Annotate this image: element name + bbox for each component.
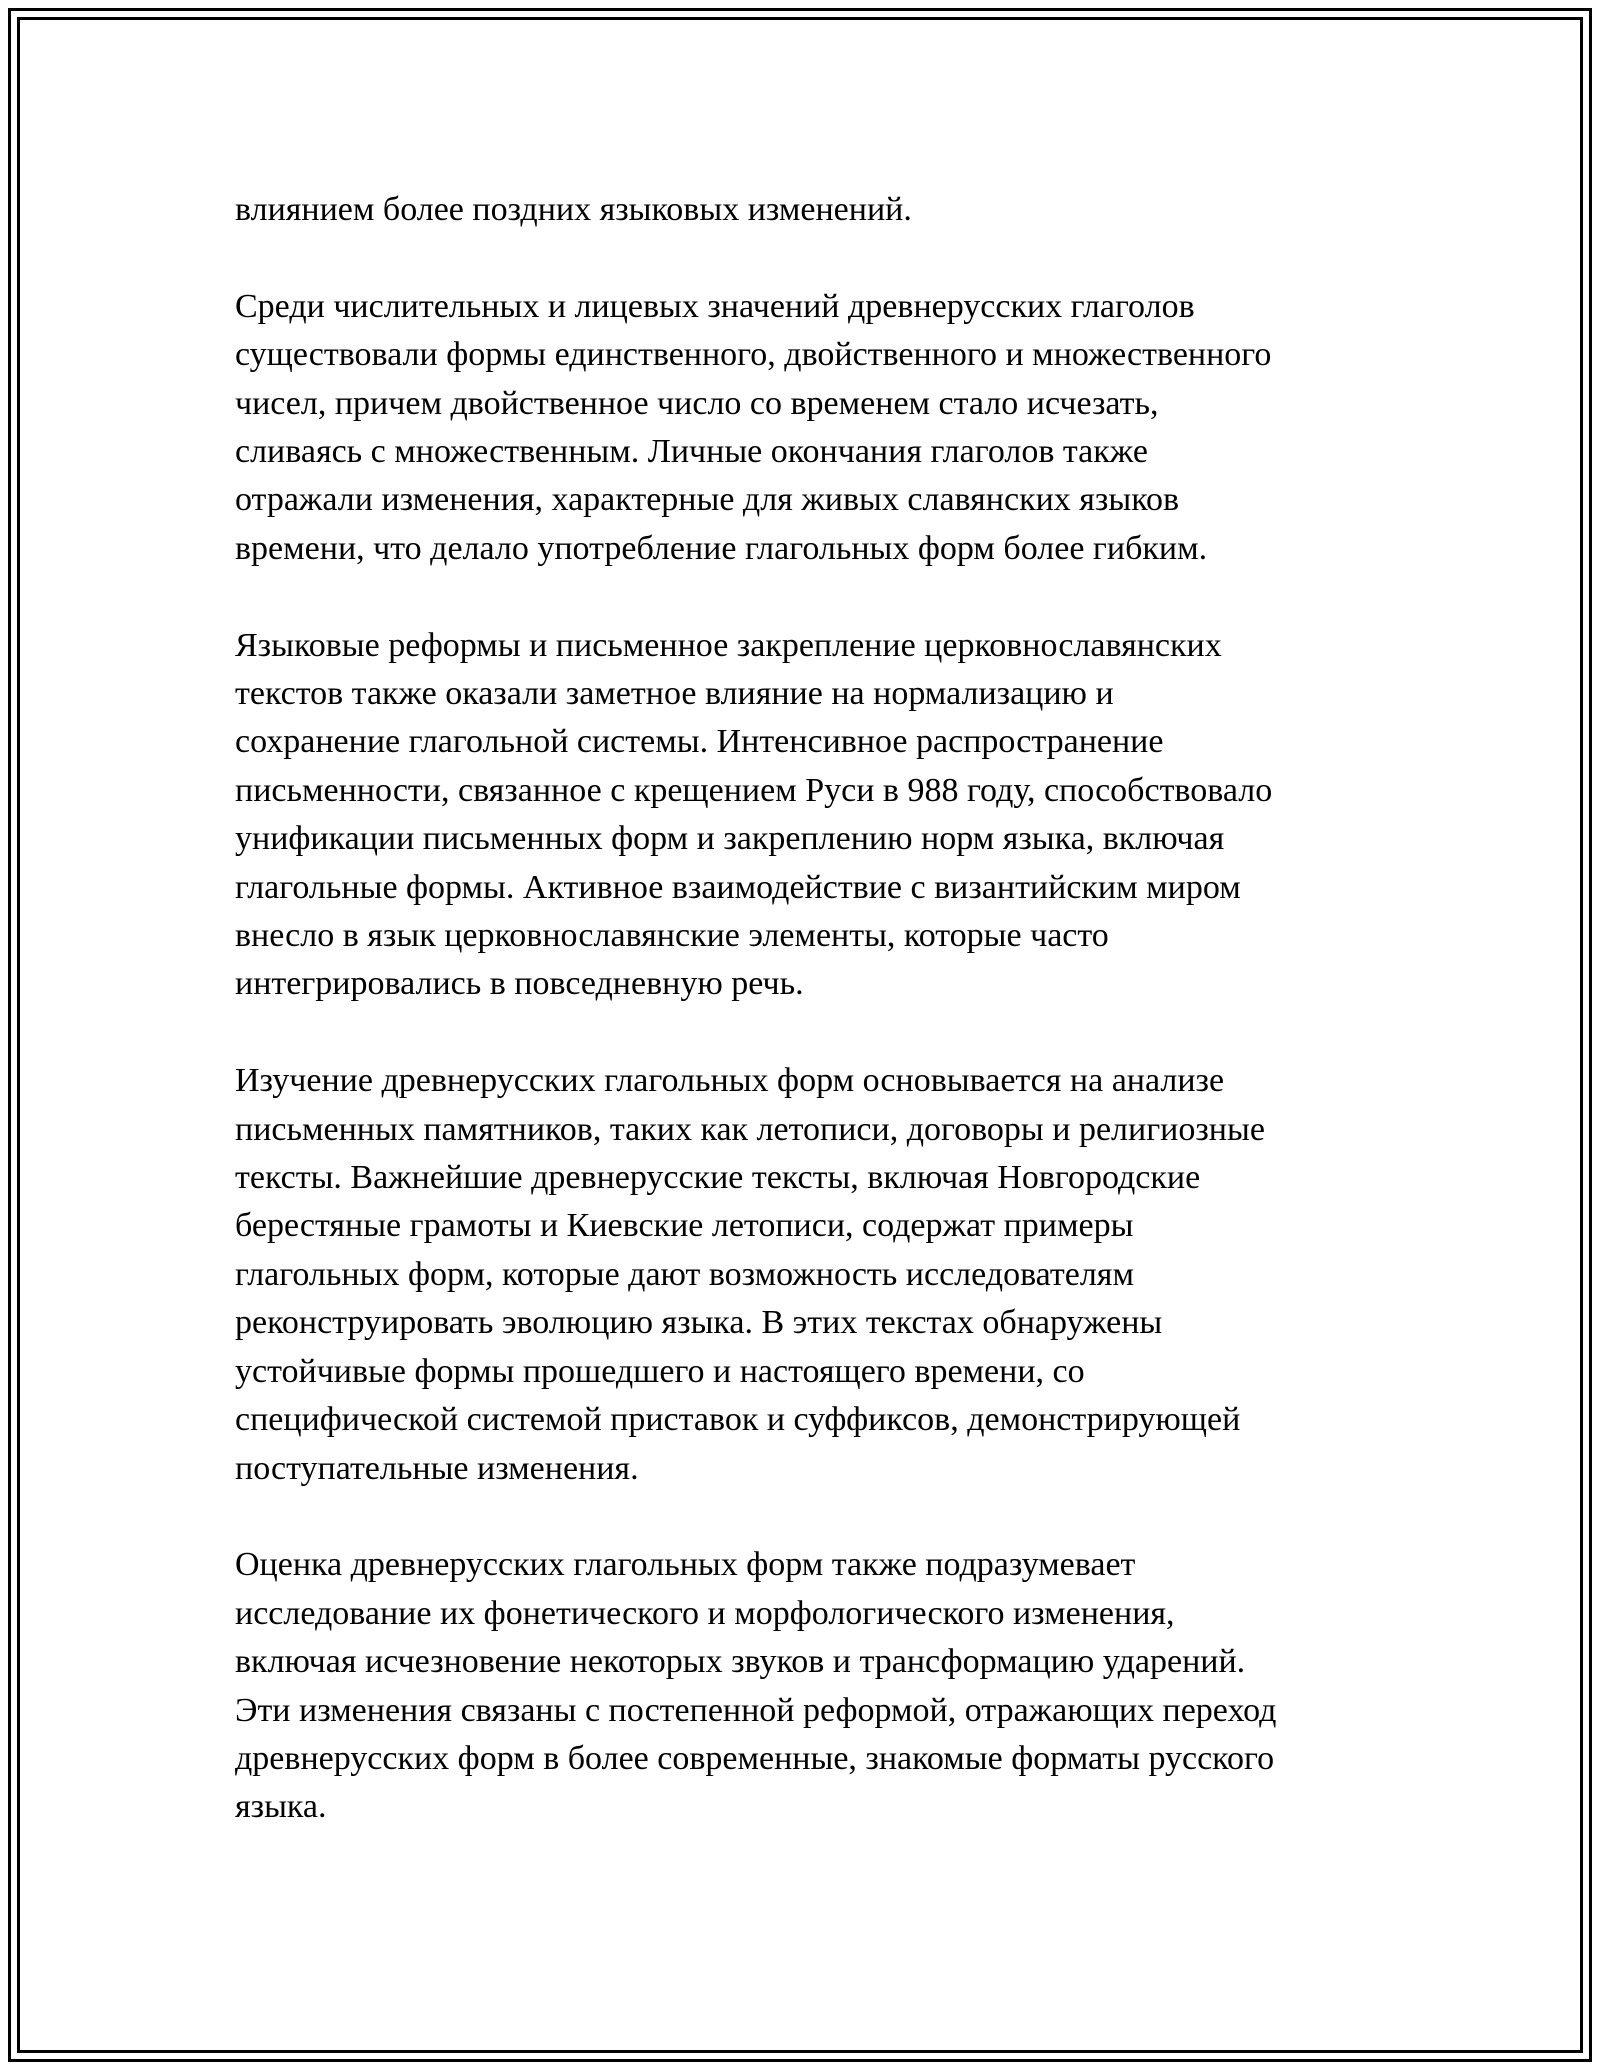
text-line: письменных памятников, таких как летописи, договоры и религиозные	[235, 1110, 1265, 1148]
paragraph	[235, 622, 1365, 1009]
paragraph	[235, 186, 1365, 234]
text-line: сохранение глагольной системы. Интенсивное распространение	[235, 723, 1164, 761]
text-line: Изучение древнерусских глагольных форм основывается на анализе	[235, 1062, 1225, 1100]
text-line: древнерусских форм в более современные, знакомые форматы русского	[235, 1739, 1275, 1777]
text-line: Оценка древнерусских глагольных форм также подразумевает	[235, 1546, 1136, 1584]
text-line: влиянием более поздних языковых изменений.	[235, 191, 912, 228]
text-line: сливаясь с множественным. Личные окончания глаголов также	[235, 433, 1148, 471]
text-line: внесло в язык церковнославянские элементы, которые часто	[235, 917, 1109, 955]
paragraph	[235, 1541, 1365, 1831]
document-body	[235, 186, 1365, 1880]
text-line: Среди числительных и лицевых значений древнерусских глаголов	[235, 287, 1195, 325]
text-line: чисел, причем двойственное число со временем стало исчезать,	[235, 384, 1159, 422]
text-line: глагольных форм, которые дают возможность исследователям	[235, 1255, 1134, 1293]
text-line: исследование их фонетического и морфологического изменения,	[235, 1594, 1175, 1632]
text-line: реконструировать эволюцию языка. В этих текстах обнаружены	[235, 1304, 1163, 1342]
text-line: поступательные изменения.	[235, 1449, 639, 1487]
text-line: интегрировались в повседневную речь.	[235, 965, 804, 1003]
text-line: включая исчезновение некоторых звуков и трансформацию ударений.	[235, 1643, 1246, 1681]
text-line: устойчивые формы прошедшего и настоящего времени, со	[235, 1352, 1085, 1390]
text-line: специфической системой приставок и суффиксов, демонстрирующей	[235, 1401, 1241, 1439]
paragraph	[235, 1057, 1365, 1493]
text-line: текстов также оказали заметное влияние на нормализацию и	[235, 675, 1114, 713]
text-line: времени, что делало употребление глагольных форм более гибким.	[235, 529, 1208, 567]
text-line: отражали изменения, характерные для живых славянских языков	[235, 481, 1180, 519]
text-line: глагольные формы. Активное взаимодействие с византийским миром	[235, 868, 1241, 906]
text-line: письменности, связанное с крещением Руси в 988 году, способствовало	[235, 771, 1273, 809]
text-line: языка.	[235, 1788, 327, 1826]
text-line: Эти изменения связаны с постепенной реформой, отражающих переход	[235, 1691, 1277, 1729]
text-line: тексты. Важнейшие древнерусские тексты, включая Новгородские	[235, 1159, 1201, 1197]
text-line: унификации письменных форм и закреплению норм языка, включая	[235, 820, 1225, 858]
text-line: существовали формы единственного, двойственного и множественного	[235, 336, 1272, 374]
text-line: берестяные грамоты и Киевские летописи, содержат примеры	[235, 1207, 1134, 1245]
paragraph	[235, 283, 1365, 573]
text-line: Языковые реформы и письменное закрепление церковнославянских	[235, 626, 1222, 664]
